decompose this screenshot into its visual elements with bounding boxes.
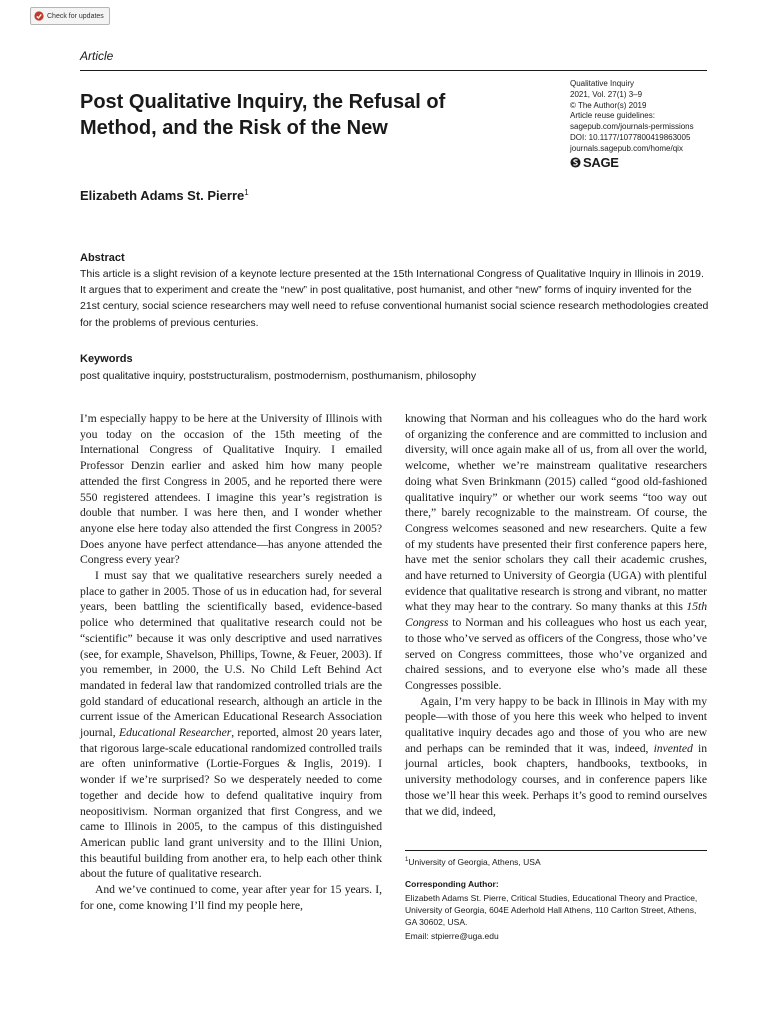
update-icon xyxy=(34,11,44,21)
author-affiliation-mark: 1 xyxy=(244,188,249,197)
author-name-text: Elizabeth Adams St. Pierre xyxy=(80,188,245,203)
body-paragraph: I’m especially happy to be here at the University of Illinois with you today on the occasion of the 15th meeting of the International Congress of Qualitative Inquiry. I emailed Professor Denzin earlier and asked him how many people attended the first Congress in 2005, and he reported there were 550 registered attendees. I imagine this year’s registration is double that number. I was here then, and I wonder whether anyone else here today also attended the first Congress in 2005? Does anyone have perfect attendance—has anyone attended the Congress every year? xyxy=(80,412,382,567)
sage-logo xyxy=(570,156,720,169)
emphasis-italic: invented xyxy=(653,741,693,755)
journal-name: Qualitative Inquiry xyxy=(570,79,635,88)
body-paragraph: Again, I’m very happy to be back in Illinois in May with my people—with those of you here this week who helped to invent qualitative inquiry decades ago and those of you who are new and perhaps can be reminded that it was, indeed, invented in journal articles, book chapters, handbooks, textbooks, in university methodology courses, and in conference papers like those we’ll hear this week. Perhaps it’s good to remind ourselves that we did, indeed, xyxy=(405,694,707,818)
sage-logo-icon xyxy=(570,157,581,168)
body-paragraph: And we’ve continued to come, year after year for 15 years. I, for one, come knowing I’ll find my people here, xyxy=(80,883,382,912)
check-for-updates-badge[interactable] xyxy=(30,7,110,25)
journal-title-italic: Educational Researcher xyxy=(118,726,232,740)
affiliation-footnote xyxy=(405,857,541,867)
footnote-rule xyxy=(405,850,707,851)
corresponding-author-address: Elizabeth Adams St. Pierre, Critical Studies, Educational Theory and Practice, University of Georgia, 604E Aderhold Hall Athens, 110 Carlton Street, Athens, GA 30602, USA. xyxy=(405,893,698,927)
copyright-line: © The Author(s) 2019 xyxy=(570,100,647,110)
keywords-text: post qualitative inquiry, poststructuralism, postmodernism, posthumanism, philosophy xyxy=(80,370,477,382)
sage-logo-text: SAGE xyxy=(583,154,619,170)
corresponding-author-heading: Corresponding Author: xyxy=(405,879,499,889)
body-column-right xyxy=(405,411,707,819)
affiliation-text: University of Georgia, Athens, USA xyxy=(408,857,541,867)
article-title: Post Qualitative Inquiry, the Refusal of Method, and the Risk of the New xyxy=(80,91,446,139)
permissions-link[interactable]: sagepub.com/journals-permissions xyxy=(570,122,694,132)
section-label: Article xyxy=(80,49,114,63)
check-for-updates-label: Check for updates xyxy=(47,12,104,20)
body-paragraph: knowing that Norman and his colleagues who do the hard work of organizing the conference and are committed to inclusion and diversity, will once again make all of us, from all over the world, welcome, whether we’re mainstream qualitative researchers doing what Sven Brinkmann (2015) called “good old-fashioned qualitative inquiry” or whether our work seems “too way out there,” barely recognizable to the mainstream. Of course, the Congress welcomes seasoned and new researchers. Quite a few of my students have presented their first conference papers here, have met the senior scholars they call their academic crushes, and have returned to University of Georgia (UGA) with plentiful evidence that qualitative research is strong and vibrant, no matter what they may hear to the contrary. So many thanks at this 15th Congress to Norman and his colleagues who host us each year, to those who’ve served as officers of the Congress, those who’ve served on Congress committees, those who’ve organized and chaired sessions, and to everyone else who’s made all these Congresses possible. xyxy=(405,412,707,692)
journal-home-link[interactable]: journals.sagepub.com/home/qix xyxy=(570,143,683,153)
keywords-heading: Keywords xyxy=(80,353,133,365)
emphasis-italic: 15th Congress xyxy=(405,600,707,630)
corresponding-author-email[interactable]: Email: stpierre@uga.edu xyxy=(405,931,499,941)
header-rule xyxy=(80,70,707,71)
body-paragraph: I must say that we qualitative researchers surely needed a place to gather in 2005. Those of us in education had, for several years, been battling the scientifically based, evidence-based police who determined that qualitative research could not be “scientific” because it was only descriptive and used narratives (see, for example, Shavelson, Phillips, Towne, & Feuer, 2003). If you remember, in 2000, the U.S. No Child Left Behind Act mandated in federal law that randomized controlled trials are the gold standard of educational research, although an article in the current issue of the American Educational Research Association journal, Educational Researcher, reported, almost 20 years later, that rigorous large-scale educational randomized controlled trails are often uninformative (Lortie-Forgues & Inglis, 2019). I wonder if we’re surprised? So we desperately needed to come together and decide how to defend qualitative inquiry from neopositivism. Norman organized that first Congress, and we came to Illinois in 2005, to the campus of this distinguished American public land grant university and to the Illini Union, this beautiful building from another era, to help each other think about the future of qualitative research. xyxy=(80,569,382,881)
abstract-text: This article is a slight revision of a keynote lecture presented at the 15th International Congress of Qualitative Inquiry in Illinois in 2019. It argues that to experiment and create the “new” in post qualitative, post humanist, and other “new” forms of inquiry invented for the 21st century, social science researchers may well need to refuse conventional humanist social science research methodologies created for the problems of previous centuries. xyxy=(80,268,709,329)
author-name xyxy=(80,188,249,203)
doi-link[interactable]: DOI: 10.1177/1077800419863005 xyxy=(570,132,691,142)
journal-volume: 2021, Vol. 27(1) 3–9 xyxy=(570,89,643,99)
affiliation-mark: 1 xyxy=(405,857,409,863)
abstract-heading: Abstract xyxy=(80,252,125,264)
body-column-left xyxy=(80,411,382,914)
journal-info xyxy=(570,79,720,169)
reuse-guidelines-label: Article reuse guidelines: xyxy=(570,111,655,121)
